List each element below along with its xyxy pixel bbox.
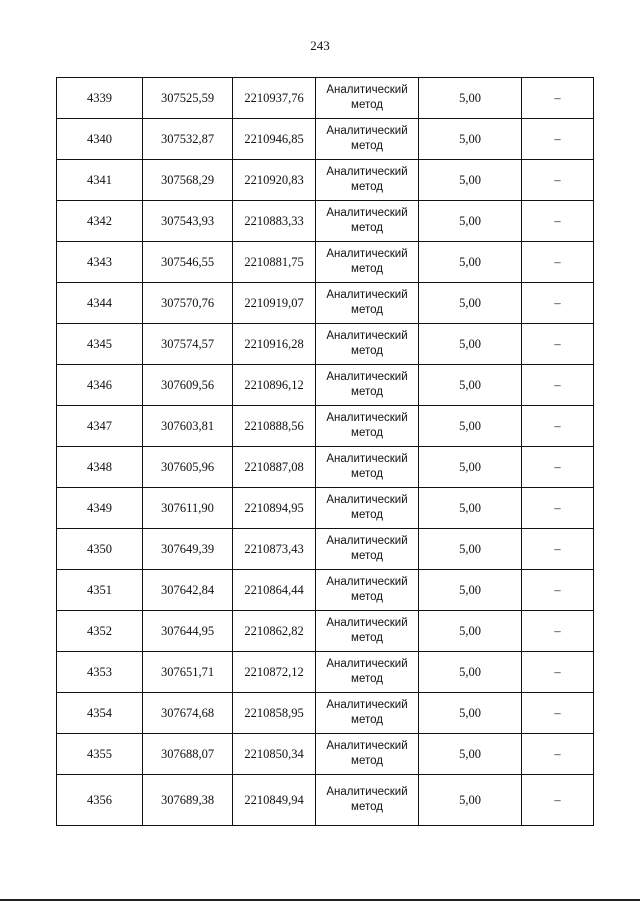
method-line2: метод [351, 99, 383, 111]
method-cell [316, 201, 419, 242]
accuracy: 5,00 [419, 324, 522, 365]
coordinate-x: 307570,76 [143, 283, 233, 324]
method-cell [316, 242, 419, 283]
coordinate-x: 307674,68 [143, 693, 233, 734]
note: – [522, 283, 594, 324]
method-line1: Аналитический [326, 125, 408, 137]
note: – [522, 119, 594, 160]
coordinate-x: 307651,71 [143, 652, 233, 693]
method-line1: Аналитический [326, 453, 408, 465]
coordinate-x: 307574,57 [143, 324, 233, 365]
method-line1: Аналитический [326, 289, 408, 301]
table-row [57, 78, 594, 119]
method-line1: Аналитический [326, 658, 408, 670]
coordinate-y: 2210849,94 [233, 775, 316, 826]
note: – [522, 734, 594, 775]
method-line2: метод [351, 345, 383, 357]
point-number: 4354 [57, 693, 143, 734]
accuracy: 5,00 [419, 488, 522, 529]
accuracy: 5,00 [419, 160, 522, 201]
note: – [522, 324, 594, 365]
method-cell [316, 119, 419, 160]
point-number: 4356 [57, 775, 143, 826]
method-line1: Аналитический [326, 166, 408, 178]
table-row [57, 242, 594, 283]
table-row [57, 734, 594, 775]
method-line2: метод [351, 673, 383, 685]
coordinate-x: 307609,56 [143, 365, 233, 406]
coordinate-y: 2210919,07 [233, 283, 316, 324]
coordinate-y: 2210862,82 [233, 611, 316, 652]
method-cell [316, 529, 419, 570]
method-line2: метод [351, 632, 383, 644]
table-row [57, 119, 594, 160]
accuracy: 5,00 [419, 242, 522, 283]
accuracy: 5,00 [419, 529, 522, 570]
method-line2: метод [351, 509, 383, 521]
method-line2: метод [351, 427, 383, 439]
coordinates-table [56, 77, 594, 826]
note: – [522, 406, 594, 447]
accuracy: 5,00 [419, 611, 522, 652]
coordinate-y: 2210894,95 [233, 488, 316, 529]
accuracy: 5,00 [419, 652, 522, 693]
method-line1: Аналитический [326, 740, 408, 752]
coordinate-x: 307605,96 [143, 447, 233, 488]
point-number: 4353 [57, 652, 143, 693]
coordinate-x: 307532,87 [143, 119, 233, 160]
method-line1: Аналитический [326, 699, 408, 711]
coordinate-x: 307603,81 [143, 406, 233, 447]
accuracy: 5,00 [419, 447, 522, 488]
table-row [57, 652, 594, 693]
method-line1: Аналитический [326, 535, 408, 547]
coordinate-x: 307688,07 [143, 734, 233, 775]
method-line2: метод [351, 468, 383, 480]
table-row [57, 611, 594, 652]
table-row [57, 488, 594, 529]
method-line1: Аналитический [326, 330, 408, 342]
point-number: 4345 [57, 324, 143, 365]
coordinate-y: 2210887,08 [233, 447, 316, 488]
method-cell [316, 78, 419, 119]
method-line1: Аналитический [326, 576, 408, 588]
method-cell [316, 406, 419, 447]
coordinate-y: 2210896,12 [233, 365, 316, 406]
method-cell [316, 652, 419, 693]
method-line2: метод [351, 801, 383, 813]
point-number: 4347 [57, 406, 143, 447]
method-line2: метод [351, 304, 383, 316]
point-number: 4339 [57, 78, 143, 119]
point-number: 4348 [57, 447, 143, 488]
accuracy: 5,00 [419, 570, 522, 611]
point-number: 4340 [57, 119, 143, 160]
method-line1: Аналитический [326, 84, 408, 96]
point-number: 4351 [57, 570, 143, 611]
point-number: 4341 [57, 160, 143, 201]
table-row [57, 365, 594, 406]
table-row [57, 570, 594, 611]
coordinate-x: 307525,59 [143, 78, 233, 119]
coordinate-y: 2210881,75 [233, 242, 316, 283]
method-cell [316, 324, 419, 365]
accuracy: 5,00 [419, 78, 522, 119]
table-row [57, 693, 594, 734]
method-cell [316, 693, 419, 734]
method-line2: метод [351, 140, 383, 152]
accuracy: 5,00 [419, 365, 522, 406]
note: – [522, 160, 594, 201]
method-line1: Аналитический [326, 494, 408, 506]
method-line2: метод [351, 755, 383, 767]
method-line1: Аналитический [326, 371, 408, 383]
coordinate-y: 2210937,76 [233, 78, 316, 119]
method-line2: метод [351, 263, 383, 275]
note: – [522, 570, 594, 611]
note: – [522, 242, 594, 283]
method-line2: метод [351, 181, 383, 193]
table-row [57, 324, 594, 365]
method-cell [316, 611, 419, 652]
method-cell [316, 283, 419, 324]
note: – [522, 693, 594, 734]
note: – [522, 447, 594, 488]
method-cell [316, 775, 419, 826]
coordinate-y: 2210883,33 [233, 201, 316, 242]
coordinate-y: 2210873,43 [233, 529, 316, 570]
method-line1: Аналитический [326, 248, 408, 260]
coordinate-x: 307546,55 [143, 242, 233, 283]
coordinate-y: 2210872,12 [233, 652, 316, 693]
point-number: 4349 [57, 488, 143, 529]
coordinate-y: 2210864,44 [233, 570, 316, 611]
method-line1: Аналитический [326, 786, 408, 798]
table-body [57, 78, 594, 826]
method-cell [316, 734, 419, 775]
coordinate-x: 307649,39 [143, 529, 233, 570]
method-cell [316, 447, 419, 488]
table-row [57, 529, 594, 570]
accuracy: 5,00 [419, 693, 522, 734]
method-cell [316, 488, 419, 529]
point-number: 4346 [57, 365, 143, 406]
note: – [522, 78, 594, 119]
point-number: 4355 [57, 734, 143, 775]
coordinate-x: 307543,93 [143, 201, 233, 242]
table-row [57, 283, 594, 324]
coordinate-y: 2210888,56 [233, 406, 316, 447]
method-line2: метод [351, 222, 383, 234]
coordinate-y: 2210946,85 [233, 119, 316, 160]
note: – [522, 488, 594, 529]
accuracy: 5,00 [419, 775, 522, 826]
accuracy: 5,00 [419, 283, 522, 324]
table-row [57, 775, 594, 826]
coordinate-y: 2210850,34 [233, 734, 316, 775]
point-number: 4352 [57, 611, 143, 652]
table-row [57, 201, 594, 242]
coordinate-x: 307642,84 [143, 570, 233, 611]
coordinate-x: 307644,95 [143, 611, 233, 652]
point-number: 4343 [57, 242, 143, 283]
table-row [57, 406, 594, 447]
note: – [522, 529, 594, 570]
method-line1: Аналитический [326, 412, 408, 424]
note: – [522, 652, 594, 693]
note: – [522, 775, 594, 826]
accuracy: 5,00 [419, 734, 522, 775]
coordinate-x: 307689,38 [143, 775, 233, 826]
method-line2: метод [351, 591, 383, 603]
method-line2: метод [351, 386, 383, 398]
note: – [522, 611, 594, 652]
note: – [522, 201, 594, 242]
method-cell [316, 365, 419, 406]
coordinate-x: 307568,29 [143, 160, 233, 201]
point-number: 4350 [57, 529, 143, 570]
point-number: 4344 [57, 283, 143, 324]
note: – [522, 365, 594, 406]
coordinate-y: 2210916,28 [233, 324, 316, 365]
method-line2: метод [351, 714, 383, 726]
table-row [57, 160, 594, 201]
coordinate-y: 2210920,83 [233, 160, 316, 201]
table-row [57, 447, 594, 488]
coordinate-y: 2210858,95 [233, 693, 316, 734]
method-line1: Аналитический [326, 207, 408, 219]
point-number: 4342 [57, 201, 143, 242]
coordinate-x: 307611,90 [143, 488, 233, 529]
accuracy: 5,00 [419, 119, 522, 160]
method-cell [316, 570, 419, 611]
method-line1: Аналитический [326, 617, 408, 629]
accuracy: 5,00 [419, 406, 522, 447]
method-cell [316, 160, 419, 201]
page-number: 243 [310, 38, 330, 53]
method-line2: метод [351, 550, 383, 562]
accuracy: 5,00 [419, 201, 522, 242]
